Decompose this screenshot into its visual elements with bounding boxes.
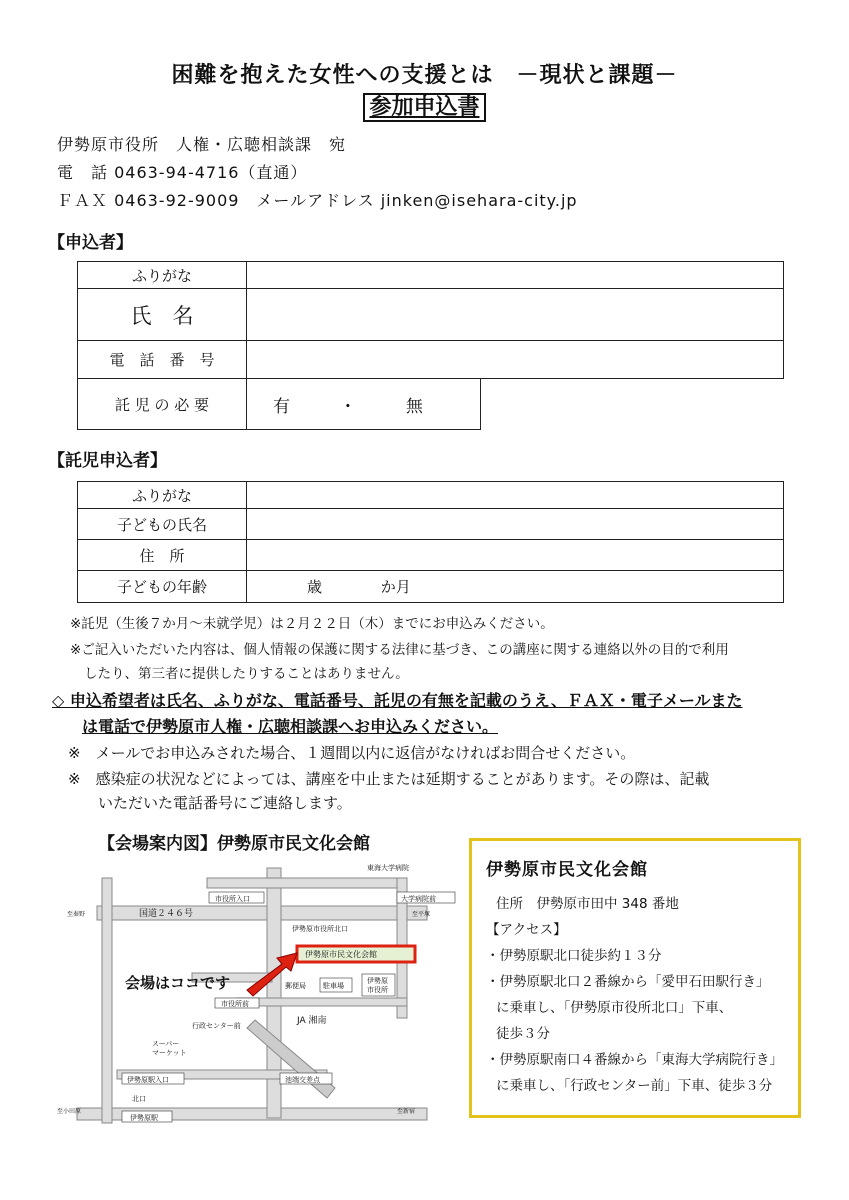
- label-city-office-1: 伊勢原: [367, 977, 388, 985]
- applicant-section-heading: 【申込者】: [48, 233, 133, 253]
- applicant-phone-label: 電 話 番 号: [78, 341, 247, 379]
- child-age-field[interactable]: [247, 571, 784, 603]
- page-title: 困難を抱えた女性への支援とは －現状と課題－: [171, 63, 678, 88]
- applicant-furigana-label: ふりがな: [78, 262, 247, 289]
- map-here-label: 会場はココです: [125, 974, 231, 992]
- child-furigana-label: ふりがな: [78, 482, 247, 509]
- label-ikebata: 池端交差点: [285, 1076, 320, 1084]
- label-gyosei: 行政センター前: [192, 1022, 241, 1030]
- applicant-table: [77, 261, 784, 379]
- label-ja: JA 湘南: [297, 1016, 327, 1026]
- note-cancellation-1: ※ 感染症の状況などによっては、講座を中止または延期することがあります。その際は、記載: [68, 770, 710, 788]
- note-cancellation-2: いただいた電話番号にご連絡します。: [98, 794, 352, 812]
- middle-road: [237, 998, 407, 1006]
- child-table: [77, 481, 784, 603]
- childcare-separator: ・: [339, 396, 357, 417]
- child-furigana-field[interactable]: [247, 482, 784, 509]
- application-instruction-text-2: は電話で伊勢原市人権・広聴相談課へお申込みください。: [82, 717, 499, 736]
- child-age-months-unit: か月: [380, 578, 411, 596]
- applicant-name-field[interactable]: [247, 289, 784, 341]
- diagonal-road: [247, 1020, 335, 1098]
- label-station: 伊勢原駅: [130, 1114, 158, 1122]
- north-road: [207, 878, 407, 888]
- child-address-label: 住 所: [78, 540, 247, 571]
- label-kitaguchi: 北口: [132, 1095, 146, 1103]
- child-age-years-unit: 歳: [307, 578, 323, 596]
- access-heading: 【アクセス】: [486, 922, 567, 938]
- child-age-label: 子どもの年齢: [78, 571, 247, 603]
- application-instruction-text-1: ◇ 申込希望者は氏名、ふりがな、電話番号、託児の有無を記載のうえ、ＦＡＸ・電子メールまた: [52, 691, 743, 710]
- label-city-hall-n-bus: 伊勢原市役所北口: [292, 925, 348, 933]
- venue-name: 伊勢原市民文化会館: [486, 860, 648, 880]
- page-subtitle: [0, 90, 849, 121]
- venue-info-box: [469, 838, 801, 1118]
- child-name-field[interactable]: [247, 509, 784, 540]
- access-2c: 徒歩３分: [496, 1026, 550, 1042]
- note-email-reply: ※ メールでお申込みされた場合、１週間以内に返信がなければお問合せください。: [68, 744, 636, 762]
- contact-fax-email: ＦＡＸ 0463-92-9009 メールアドレス jinken@isehara-city.jp: [57, 191, 578, 210]
- label-shinjuku: 至新宿: [397, 1108, 416, 1115]
- childcare-yes[interactable]: 有: [273, 396, 290, 417]
- applicant-phone-field[interactable]: [247, 341, 784, 379]
- label-station-n: 伊勢原駅入口: [127, 1076, 169, 1084]
- label-post: 郵便局: [285, 982, 306, 990]
- map-heading: 【会場案内図】伊勢原市民文化会館: [98, 834, 370, 854]
- note-privacy-1: ※ご記入いただいた内容は、個人情報の保護に関する法律に基づき、この講座に関する連絡以外の目的で利用: [70, 642, 729, 658]
- application-instruction-2: [82, 714, 498, 740]
- child-section-heading: 【託児申込者】: [48, 451, 167, 471]
- label-city-hall-n: 市役所入口: [215, 895, 250, 903]
- childcare-choice[interactable]: [247, 379, 481, 430]
- label-univ-hospital: 大学病院前: [401, 895, 436, 903]
- application-instruction-1: [52, 688, 743, 714]
- child-name-label: 子どもの氏名: [78, 509, 247, 540]
- access-2b: に乗車し、「伊勢原市役所北口」下車、: [496, 1000, 733, 1016]
- label-venue: 伊勢原市民文化会館: [305, 950, 377, 959]
- form-title: 参加申込書: [363, 93, 485, 122]
- childcare-table: [77, 378, 481, 430]
- main-road: [267, 868, 281, 1118]
- contact-addressee: 伊勢原市役所 人権・広聴相談課 宛: [57, 135, 347, 154]
- note-privacy-2: したり、第三者に提供したりすることはありません。: [84, 666, 409, 682]
- venue-map: [57, 858, 436, 1128]
- west-road: [102, 878, 112, 1123]
- label-route246: 国道２４６号: [139, 909, 194, 919]
- label-super-2: マーケット: [152, 1049, 187, 1057]
- access-3a: ・伊勢原駅南口４番線から「東海大学病院行き」: [486, 1052, 783, 1068]
- contact-phone: 電 話 0463-94-4716（直通）: [57, 163, 308, 182]
- child-address-field[interactable]: [247, 540, 784, 571]
- childcare-no[interactable]: 無: [405, 396, 423, 417]
- applicant-furigana-field[interactable]: [247, 262, 784, 289]
- label-city-office-2: 市役所: [367, 986, 388, 994]
- access-3b: に乗車し、「行政センター前」下車、徒歩３分: [496, 1078, 773, 1094]
- venue-address: 住所 伊勢原市田中 348 番地: [496, 896, 679, 912]
- access-1: ・伊勢原駅北口徒歩約１３分: [486, 948, 662, 964]
- label-hadano: 至秦野: [67, 911, 86, 918]
- label-hiratsuka: 至平塚: [412, 911, 431, 918]
- label-parking: 駐車場: [323, 982, 344, 990]
- label-city-hall-front: 市役所前: [221, 1000, 249, 1008]
- access-2a: ・伊勢原駅北口２番線から「愛甲石田駅行き」: [486, 974, 770, 990]
- applicant-name-label: 氏 名: [78, 289, 247, 341]
- label-super-1: スーパー: [152, 1040, 180, 1048]
- label-odawara: 至小田原: [57, 1108, 82, 1115]
- label-hospital: 東海大学病院: [367, 864, 409, 872]
- note-childcare-deadline: ※託児（生後７か月～未就学児）は２月２２日（木）までにお申込みください。: [70, 616, 554, 632]
- childcare-label: 託 児 の 必 要: [78, 379, 247, 430]
